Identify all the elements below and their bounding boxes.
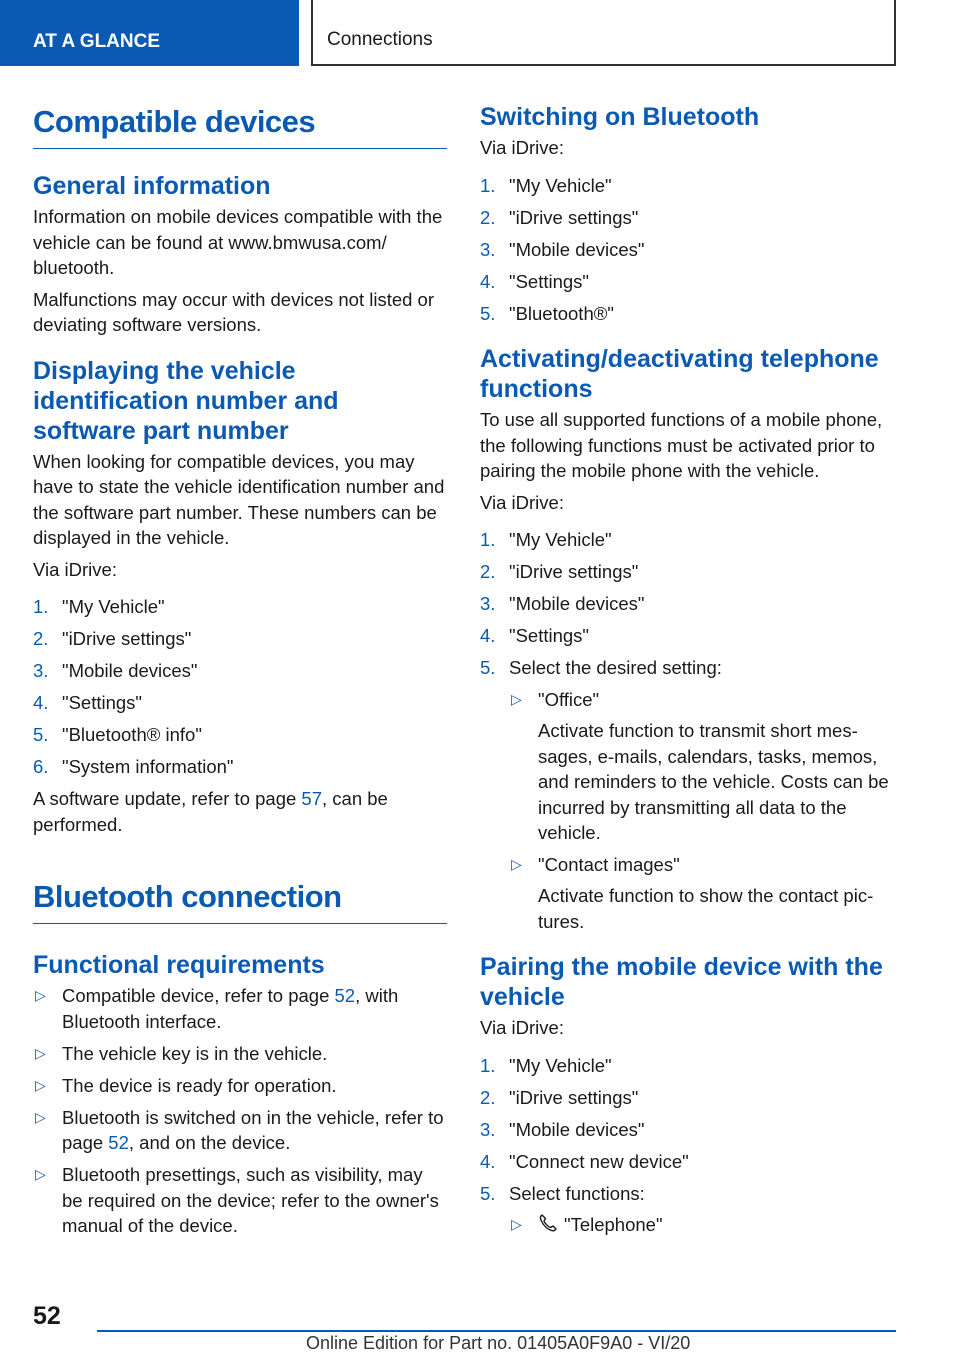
step-text: "iDrive settings"	[509, 561, 639, 582]
page-link-52[interactable]: 52	[334, 985, 356, 1006]
footer-edition: Online Edition for Part no. 01405A0F9A0 - VI/20	[306, 1333, 691, 1353]
display-paragraph: When looking for compatible devices, you may have to state the vehicle identification number and the software part number. These numbers can be displayed in the vehicle.	[33, 450, 445, 548]
section-label: AT A GLANCE	[33, 31, 161, 52]
list-item	[480, 301, 896, 327]
telephone-label: "Telephone"	[564, 1214, 663, 1235]
footer-divider	[97, 1330, 896, 1332]
page-number: 52	[33, 1302, 61, 1330]
list-item	[509, 1212, 896, 1238]
step-text: "Mobile devices"	[62, 660, 198, 681]
step-text: "My Vehicle"	[509, 529, 612, 550]
list-item	[480, 527, 896, 553]
triangle-bullet-icon: ▷	[35, 987, 46, 1003]
list-item	[509, 852, 896, 935]
step-text: "Settings"	[62, 692, 142, 713]
triangle-bullet-icon: ▷	[511, 690, 522, 707]
step-number: 2.	[480, 206, 496, 228]
update-text: A software update, refer to page	[33, 788, 302, 809]
step-number: 3.	[480, 593, 496, 614]
steps-list	[480, 167, 896, 327]
step-number: 4.	[480, 270, 496, 292]
heading-general-information: General information	[33, 172, 271, 200]
step-number: 5.	[480, 302, 496, 324]
triangle-bullet-icon: ▷	[35, 1108, 46, 1125]
steps-list	[33, 588, 447, 780]
section-tab	[0, 0, 299, 66]
req-text-end: , and on the device.	[128, 1132, 291, 1153]
list-item	[33, 594, 447, 620]
list-item	[480, 1053, 896, 1079]
triangle-bullet-icon: ▷	[35, 1166, 46, 1182]
list-item	[480, 1181, 896, 1238]
step-number: 5.	[480, 657, 496, 678]
step-number: 1.	[480, 1054, 496, 1076]
general-paragraph-2: Malfunctions may occur with devices not listed or deviating software versions.	[33, 288, 435, 335]
step-number: 2.	[480, 561, 496, 582]
page-link-57[interactable]: 57	[301, 788, 322, 809]
req-text: Bluetooth presettings, such as visibility, may be required on the device; refer to the owner's manual of the device.	[62, 1164, 439, 1236]
step-number: 1.	[480, 529, 496, 550]
list-item	[33, 690, 447, 716]
list-item	[33, 983, 447, 1034]
right-column	[480, 102, 896, 1244]
heading-displaying-vin: Displaying the vehicle identification number and software part number	[33, 356, 339, 445]
step-text: "iDrive settings"	[509, 1086, 639, 1108]
list-item	[33, 1105, 447, 1156]
step-text: Select the desired setting:	[509, 657, 722, 678]
step-text: "iDrive settings"	[62, 628, 192, 649]
list-item	[480, 237, 896, 263]
step-text: "System information"	[62, 756, 234, 777]
steps-list	[480, 521, 896, 934]
step-number: 5.	[33, 724, 49, 745]
list-item	[509, 687, 896, 846]
step-text: "My Vehicle"	[509, 174, 612, 196]
req-text: Bluetooth is switched on in the vehicle, refer to page	[62, 1106, 444, 1153]
software-update-paragraph	[33, 786, 447, 837]
triangle-bullet-icon: ▷	[511, 855, 522, 872]
step-text: "iDrive settings"	[509, 206, 639, 228]
update-text-end: , can be performed.	[33, 788, 388, 835]
step-number: 4.	[33, 692, 49, 713]
step-text: "Mobile devices"	[509, 238, 645, 260]
list-item	[33, 754, 447, 780]
step-text: "Mobile devices"	[509, 1118, 645, 1140]
step-text: "Bluetooth®"	[509, 302, 614, 324]
triangle-bullet-icon: ▷	[35, 1076, 46, 1093]
left-column	[33, 102, 447, 1245]
steps-list	[480, 1047, 896, 1238]
list-item	[33, 626, 447, 652]
step-number: 6.	[33, 756, 49, 777]
office-label: "Office"	[538, 688, 600, 710]
heading-activating-telephone-functions: Activating/deactivating telephone functions	[480, 345, 879, 403]
list-item	[480, 655, 896, 934]
functions-sublist	[509, 1212, 896, 1238]
via-idrive-label: Via iDrive:	[480, 137, 564, 158]
req-text: The device is ready for operation.	[62, 1074, 337, 1096]
step-text: "Mobile devices"	[509, 593, 645, 614]
chapter-label: Connections	[327, 29, 433, 50]
list-item	[480, 559, 896, 585]
step-text: "Settings"	[509, 625, 589, 646]
triangle-bullet-icon: ▷	[35, 1044, 46, 1061]
list-item	[33, 1041, 447, 1067]
step-number: 4.	[480, 1150, 496, 1172]
step-number: 3.	[480, 238, 496, 260]
list-item	[480, 173, 896, 199]
step-number: 3.	[480, 1118, 496, 1140]
req-text: The vehicle key is in the vehicle.	[62, 1042, 328, 1064]
via-idrive-label: Via iDrive:	[480, 1017, 564, 1038]
page-link-52[interactable]: 52	[108, 1132, 129, 1153]
triangle-bullet-icon: ▷	[511, 1216, 522, 1232]
general-paragraph-1: Information on mobile devices compatible with the vehicle can be found at www.bmwusa.com/ bluetooth.	[33, 206, 443, 278]
list-item	[480, 1085, 896, 1111]
step-number: 4.	[480, 625, 496, 646]
list-item	[480, 1149, 896, 1175]
list-item	[33, 1162, 447, 1239]
heading-bluetooth-connection: Bluetooth connection	[33, 877, 447, 924]
step-text: Select functions:	[509, 1182, 645, 1204]
list-item	[33, 1073, 447, 1099]
contact-images-description: Activate function to show the contact pictures.	[538, 885, 874, 932]
list-item	[33, 658, 447, 684]
phone-icon	[538, 1213, 558, 1233]
contact-images-label: "Contact images"	[538, 853, 680, 875]
step-text: "Connect new device"	[509, 1150, 689, 1172]
step-text: "Bluetooth® info"	[62, 724, 202, 745]
via-idrive-label: Via iDrive:	[33, 558, 117, 580]
list-item	[480, 205, 896, 231]
step-number: 3.	[33, 660, 49, 681]
heading-functional-requirements: Functional requirements	[33, 951, 325, 979]
step-number: 2.	[33, 628, 49, 649]
list-item	[480, 1117, 896, 1143]
step-number: 1.	[33, 596, 49, 617]
req-text-end: , with Bluetooth interface.	[62, 985, 399, 1032]
step-text: "Settings"	[509, 270, 589, 292]
settings-sublist	[509, 687, 896, 935]
step-number: 2.	[480, 1086, 496, 1108]
chapter-tab	[311, 0, 896, 66]
step-number: 1.	[480, 174, 496, 196]
step-text: "My Vehicle"	[509, 1054, 612, 1076]
requirements-list	[33, 983, 447, 1239]
list-item	[480, 591, 896, 617]
heading-pairing-mobile-device: Pairing the mobile device with the vehicle	[480, 953, 883, 1011]
office-description: Activate function to transmit short messages, e-mails, calendars, tasks, memos, and reminders to the vehicle. Costs can be incurred by transmitting all data to the vehicle.	[538, 720, 889, 843]
list-item	[33, 722, 447, 748]
list-item	[480, 623, 896, 649]
step-number: 5.	[480, 1182, 496, 1204]
step-text: "My Vehicle"	[62, 596, 165, 617]
heading-switching-on-bluetooth: Switching on Bluetooth	[480, 103, 760, 131]
activating-paragraph: To use all supported functions of a mobile phone, the following functions must be activated prior to pairing the mobile phone with the vehicle.	[480, 409, 883, 481]
req-text: Compatible device, refer to page	[62, 985, 335, 1006]
heading-compatible-devices: Compatible devices	[33, 102, 447, 149]
via-idrive-label: Via iDrive:	[480, 491, 564, 513]
list-item	[480, 269, 896, 295]
